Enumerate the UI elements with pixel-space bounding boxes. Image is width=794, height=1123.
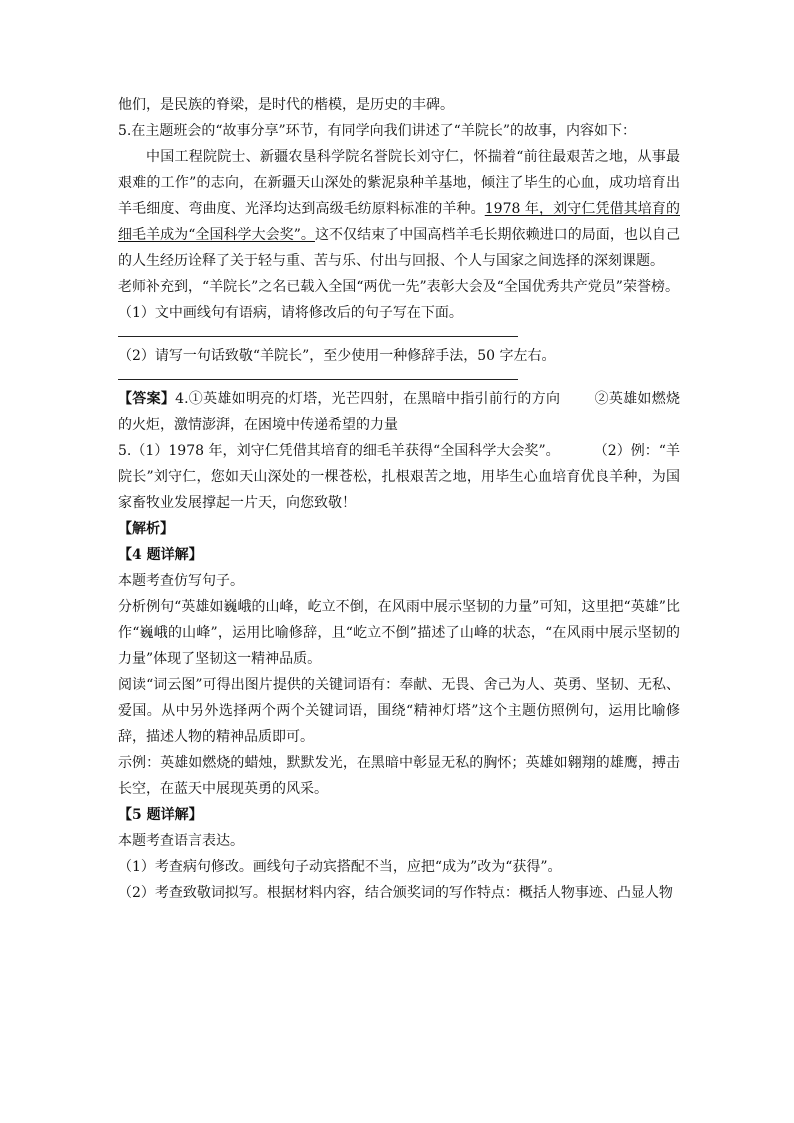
document-page — [118, 92, 680, 906]
detail-5-line-1: 本题考查语言表达。 — [118, 833, 244, 849]
underlined-sentence: 1978 年，刘守仁凭借其培育的细毛羊成为“全国科学大会奖”。 — [118, 201, 680, 243]
sub-question-2: （2）请写一句话致敬“羊院长”，至少使用一种修辞手法，50 字左右。 — [118, 348, 556, 364]
paragraph-intro: 他们，是民族的脊梁，是时代的楷模，是历史的丰碑。 — [118, 97, 454, 113]
answer-5-a: 5.（1）1978 年，刘守仁凭借其培育的细毛羊获得“全国科学大会奖”。 — [118, 443, 560, 459]
story-paragraph — [118, 144, 680, 274]
story-text-a: 中国工程院院士、新疆农垦科学院名誉院长刘守仁，怀揣着“前往最艰苦之地，从事最艰难的工作”的志向，在新疆天山深处的紫泥泉种羊基地，倾注了毕生的心血，成功培育出羊毛细度、弯曲度、光泽均达到高级毛纺原料标准的羊种。 — [118, 149, 680, 217]
answer-5 — [118, 438, 680, 516]
answer-5-b: （2）例：“羊院长”刘守仁，您如天山深处的一棵苍松，扎根艰苦之地，用毕生心血培育优良羊种，为国家畜牧业发展撑起一片天，向您致敬！ — [118, 443, 680, 511]
detail-5-label: 【5 题详解】 — [118, 807, 203, 823]
detail-5-line-2: （1）考查病句修改。画线句子动宾搭配不当，应把“成为”改为“获得”。 — [118, 859, 562, 875]
detail-4-line-4: 示例：英雄如燃烧的蜡烛，默默发光，在黑暗中彰显无私的胸怀；英雄如翱翔的雄鹰，搏击长空，在蓝天中展现英勇的风采。 — [118, 755, 680, 797]
detail-5-line-3: （2）考查致敬词拟写。根据材料内容，结合颁奖词的写作特点：概括人物事迹、凸显人物 — [118, 885, 673, 901]
answer-4 — [118, 386, 680, 438]
detail-4-line-3: 阅读“词云图”可得出图片提供的关键词语有：奉献、无畏、舍己为人、英勇、坚韧、无私、爱国。从中另外选择两个两个关键词语，围绕“精神灯塔”这个主题仿照例句，运用比喻修辞，描述人物的精神品质即可。 — [118, 677, 680, 745]
detail-4-line-1: 本题考查仿写句子。 — [118, 573, 244, 589]
detail-4-line-2: 分析例句“英雄如巍峨的山峰，屹立不倒，在风雨中展示坚韧的力量”可知，这里把“英雄”比作“巍峨的山峰”，运用比喻修辞，且“屹立不倒”描述了山峰的状态，“在风雨中展示坚韧的力量”体现了坚韧这一精神品质。 — [118, 599, 680, 667]
teacher-note: 老师补充到，“羊院长”之名已载入全国“两优一先”表彰大会及“全国优秀共产党员”荣誉榜。 — [118, 279, 679, 295]
sub-question-1: （1）文中画线句有语病，请将修改后的句子写在下面。 — [118, 305, 463, 321]
answer-blank-1[interactable] — [118, 336, 518, 337]
answer-blank-2[interactable] — [118, 379, 518, 380]
question-5: 5.在主题班会的“故事分享”环节，有同学向我们讲述了“羊院长”的故事，内容如下： — [118, 123, 636, 139]
analysis-label: 【解析】 — [118, 521, 174, 537]
answer-4-a: 4.①英雄如明亮的灯塔，光芒四射，在黑暗中指引前行的方向 — [175, 391, 561, 407]
story-text-b: 这不仅结束了中国高档羊毛长期依赖进口的局面，也以自己的人生经历诠释了关于轻与重、苦与乐、付出与回报、个人与国家之间选择的深刻课题。 — [118, 227, 680, 269]
answer-label: 【答案】 — [118, 391, 176, 407]
detail-4-label: 【4 题详解】 — [118, 547, 203, 563]
answer-4-b: ②英雄如燃烧的火炬，激情澎湃，在困境中传递希望的力量 — [118, 391, 681, 433]
